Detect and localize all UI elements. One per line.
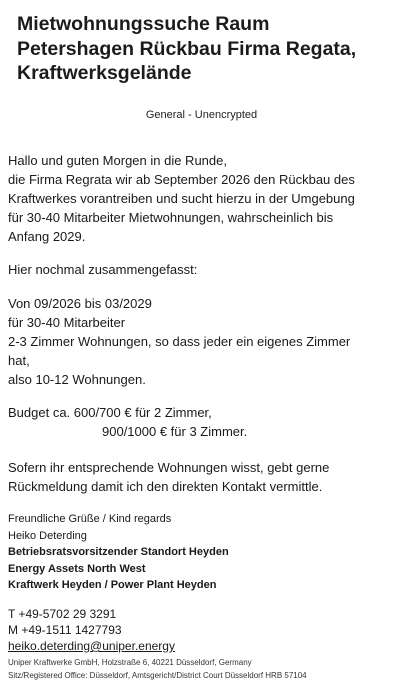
- email-subject: [17, 12, 392, 86]
- body-line: für 30-40 Mitarbeiter Mietwohnungen, wahrscheinlich bis: [8, 210, 334, 225]
- budget-block: [8, 403, 400, 441]
- company-address: Uniper Kraftwerke GmbH, Holzstraße 6, 40221 Düsseldorf, Germany: [8, 658, 252, 667]
- body-line: also 10-12 Wohnungen.: [8, 372, 146, 387]
- signature-name: Heiko Deterding: [8, 529, 87, 542]
- signature-title: Betriebsratsvorsitzender Standort Heyden: [8, 546, 229, 558]
- summary-list: [8, 294, 400, 389]
- body-line: Anfang 2029.: [8, 229, 86, 244]
- intro-paragraph: [8, 151, 400, 246]
- subject-line: Kraftwerksgelände: [17, 62, 192, 84]
- body-line: Sofern ihr entsprechende Wohnungen wisst, gebt gerne: [8, 460, 330, 475]
- contact-block: [8, 606, 175, 654]
- registered-office: Sitz/Registered Office: Düsseldorf, Amtsgericht/District Court Düsseldorf HRB 57104: [8, 671, 307, 680]
- signature-greeting: Freundliche Grüße / Kind regards: [8, 513, 172, 525]
- body-line: 2-3 Zimmer Wohnungen, so dass jeder ein eigenes Zimmer: [8, 334, 351, 349]
- mobile-number: M +49-1511 1427793: [8, 623, 122, 637]
- body-line: für 30-40 Mitarbeiter: [8, 315, 126, 330]
- legal-footer: [8, 656, 307, 682]
- summary-heading: [8, 260, 400, 279]
- phone-number: T +49-5702 29 3291: [8, 607, 117, 621]
- body-line: 900/1000 € für 3 Zimmer.: [102, 424, 248, 439]
- body-line: hat,: [8, 353, 30, 368]
- body-line: Hallo und guten Morgen in die Runde,: [8, 153, 227, 168]
- signature-plant: Kraftwerk Heyden / Power Plant Heyden: [8, 579, 217, 591]
- signature-department: Energy Assets North West: [8, 562, 146, 575]
- body-line: Budget ca. 600/700 € für 2 Zimmer,: [8, 405, 212, 420]
- classification-label: General - Unencrypted: [145, 109, 258, 121]
- body-line: Kraftwerkes vorantreiben und sucht hierzu in der Umgebung: [8, 191, 355, 206]
- body-line: Von 09/2026 bis 03/2029: [8, 296, 152, 311]
- subject-line: Mietwohnungssuche Raum: [17, 13, 270, 35]
- subject-line: Petershagen Rückbau Firma Regata,: [17, 37, 357, 60]
- body-line: die Firma Regrata wir ab September 2026 den Rückbau des: [8, 172, 355, 187]
- body-line: Hier nochmal zusammengefasst:: [8, 262, 198, 277]
- closing-paragraph: [8, 458, 400, 496]
- email-address-link[interactable]: heiko.deterding@uniper.energy: [8, 639, 175, 653]
- body-line: Rückmeldung damit ich den direkten Kontakt vermittle.: [8, 479, 323, 494]
- signature-block: [8, 511, 400, 594]
